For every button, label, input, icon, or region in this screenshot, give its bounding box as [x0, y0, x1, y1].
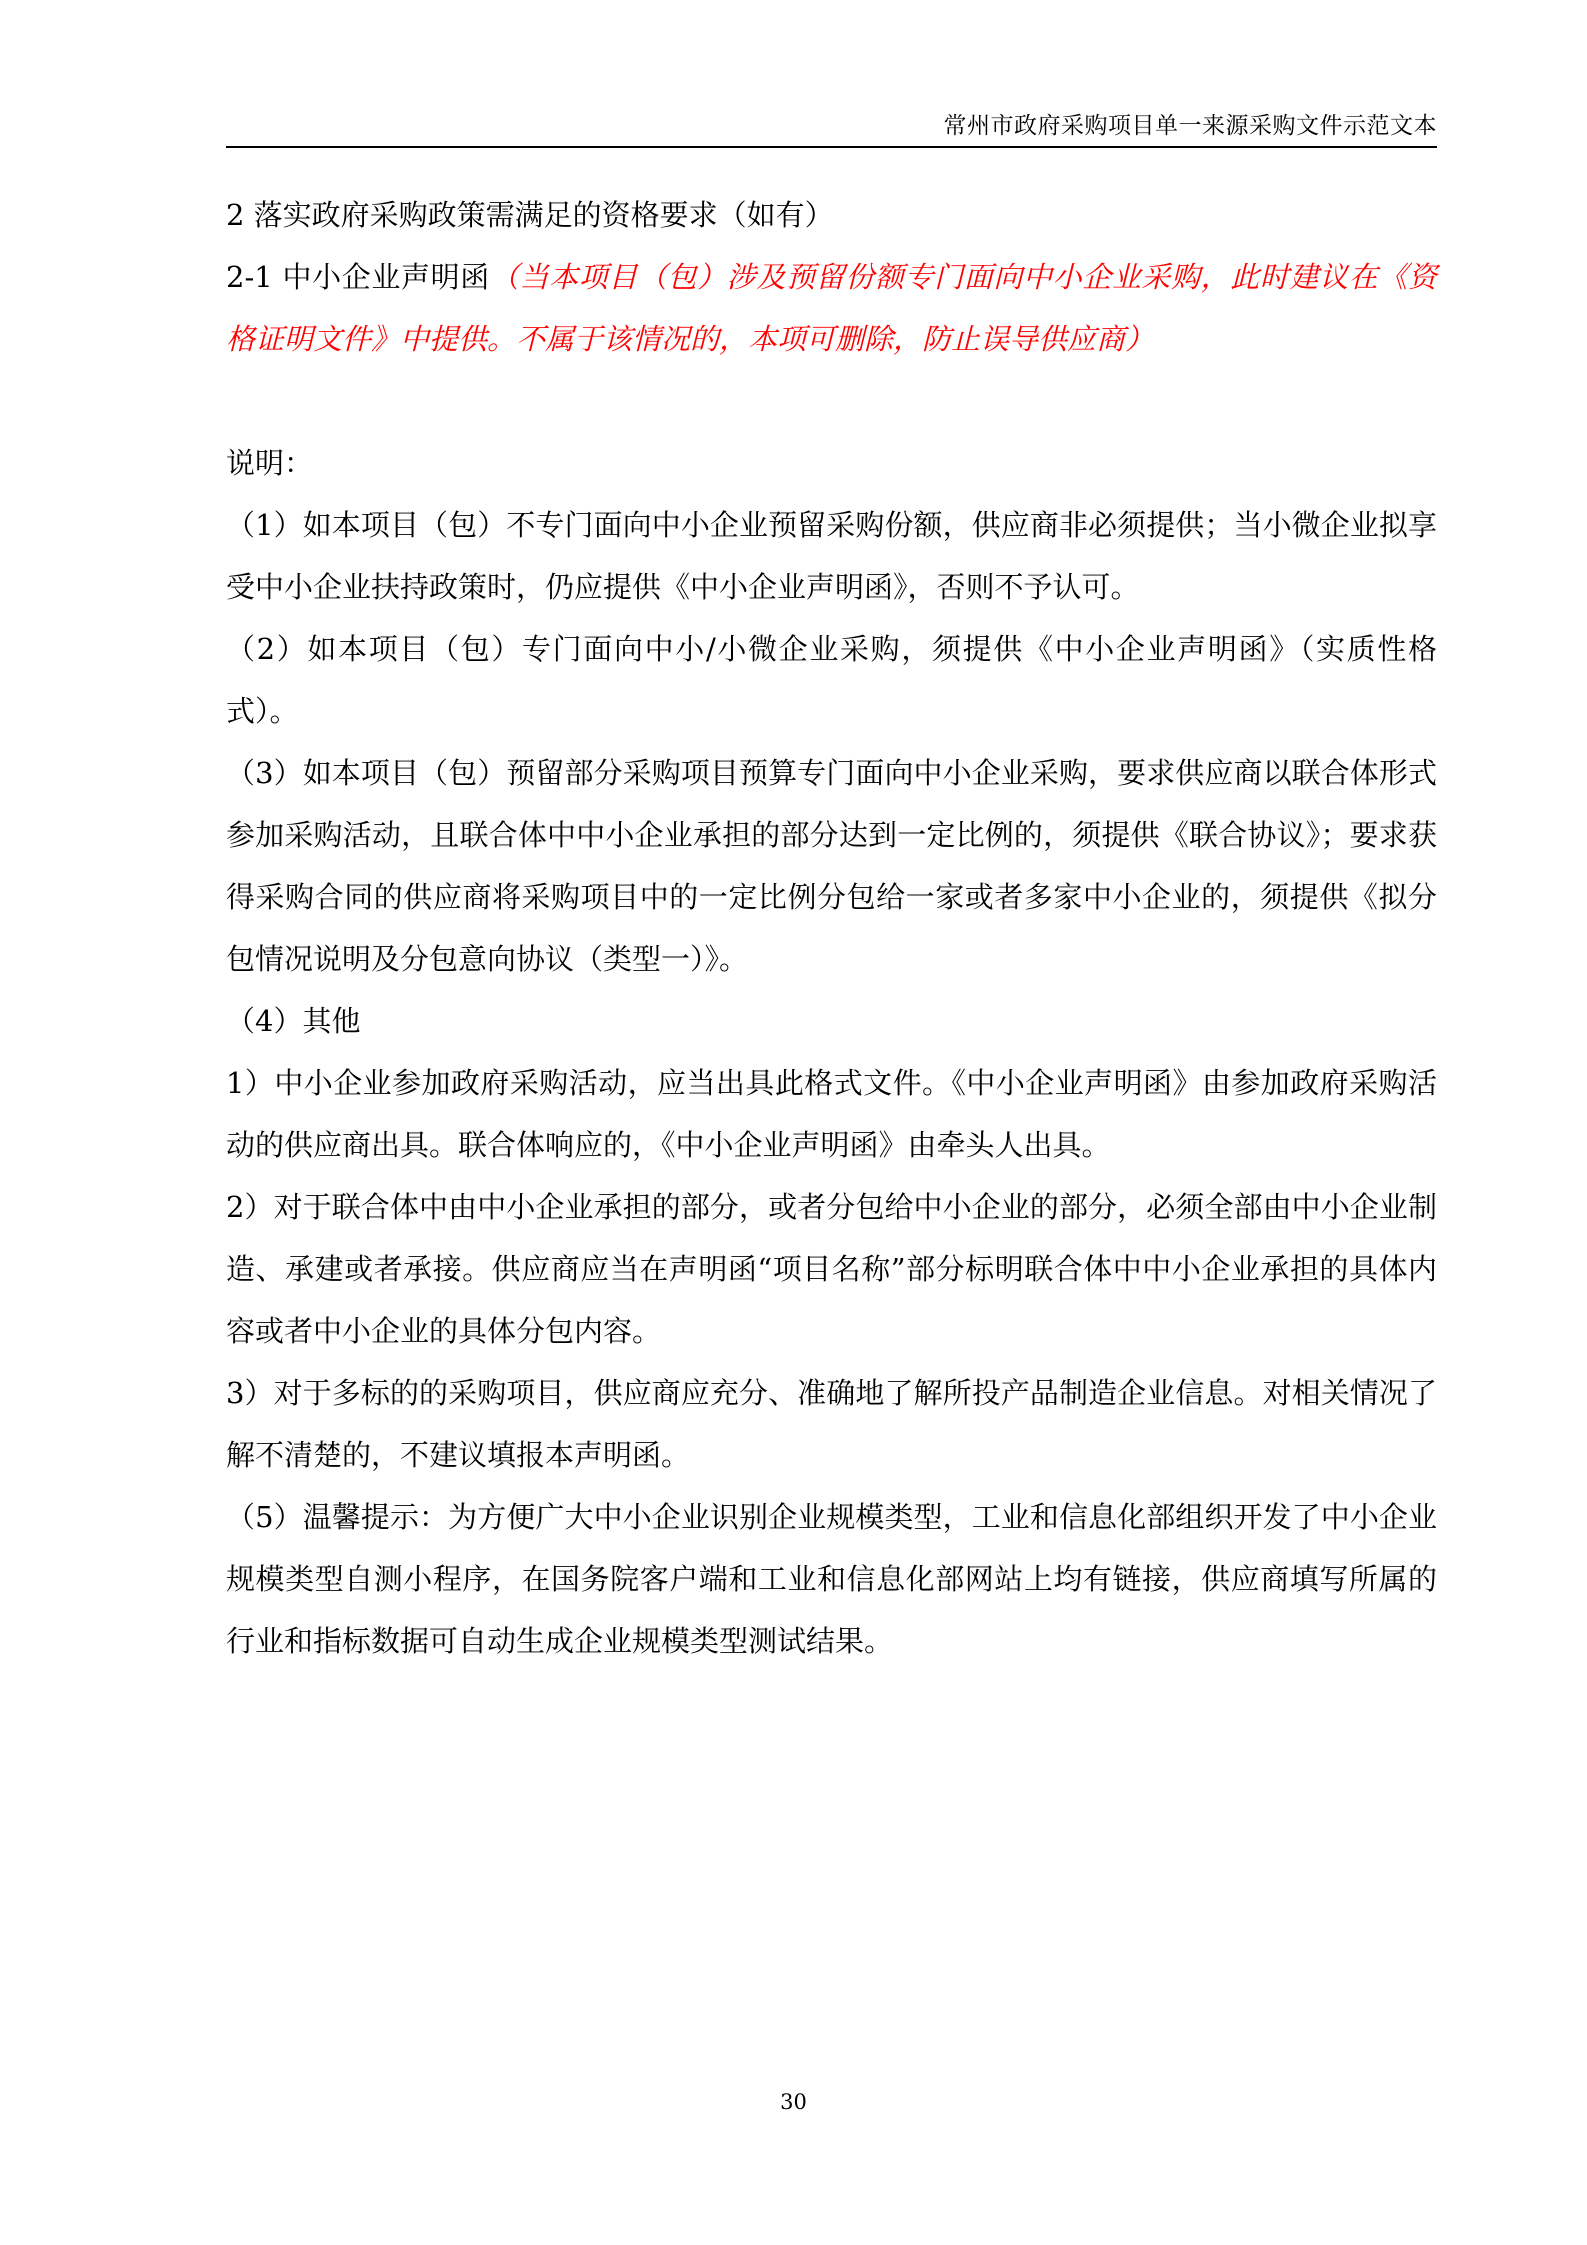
notes-title: 说明： — [226, 446, 314, 480]
note-item-4-sub-1: 1）中小企业参加政府采购活动，应当出具此格式文件。《中小企业声明函》由参加政府采购活动的供应商出具。联合体响应的，《中小企业声明函》由牵头人出具。 — [226, 1066, 1437, 1162]
subsection-heading — [226, 246, 1437, 370]
note-item-3: （3）如本项目（包）预留部分采购项目预算专门面向中小企业采购，要求供应商以联合体形式参加采购活动，且联合体中中小企业承担的部分达到一定比例的，须提供《联合协议》；要求获得采购合同的供应商将采购项目中的一定比例分包给一家或者多家中小企业的，须提供《拟分包情况说明及分包意向协议（类型一）》。 — [226, 756, 1437, 976]
subsection-label: 2-1 中小企业声明函 — [226, 260, 490, 294]
note-item-2: （2）如本项目（包）专门面向中小/小微企业采购，须提供《中小企业声明函》（实质性格式）。 — [226, 632, 1437, 728]
header-title: 常州市政府采购项目单一来源采购文件示范文本 — [943, 113, 1437, 139]
section-heading: 2 落实政府采购政策需满足的资格要求（如有） — [226, 198, 834, 232]
page-header — [226, 108, 1437, 148]
note-item-4-sub-3: 3）对于多标的的采购项目，供应商应充分、准确地了解所投产品制造企业信息。对相关情况了解不清楚的，不建议填报本声明函。 — [226, 1376, 1437, 1472]
note-item-4: （4）其他 — [226, 1004, 361, 1038]
document-body — [226, 184, 1437, 1672]
page-number: 30 — [780, 2090, 807, 2114]
note-item-1: （1）如本项目（包）不专门面向中小企业预留采购份额，供应商非必须提供；当小微企业拟享受中小企业扶持政策时，仍应提供《中小企业声明函》，否则不予认可。 — [226, 508, 1437, 604]
subsection-red-note: （当本项目（包）涉及预留份额专门面向中小企业采购，此时建议在《资格证明文件》中提供。不属于该情况的，本项可删除，防止误导供应商） — [226, 260, 1437, 356]
note-item-4-sub-2: 2）对于联合体中由中小企业承担的部分，或者分包给中小企业的部分，必须全部由中小企业制造、承建或者承接。供应商应当在声明函“项目名称”部分标明联合体中中小企业承担的具体内容或者中小企业的具体分包内容。 — [226, 1190, 1437, 1348]
note-item-5: （5）温馨提示：为方便广大中小企业识别企业规模类型，工业和信息化部组织开发了中小企业规模类型自测小程序，在国务院客户端和工业和信息化部网站上均有链接，供应商填写所属的行业和指标数据可自动生成企业规模类型测试结果。 — [226, 1500, 1437, 1658]
blank-line — [226, 370, 1437, 432]
